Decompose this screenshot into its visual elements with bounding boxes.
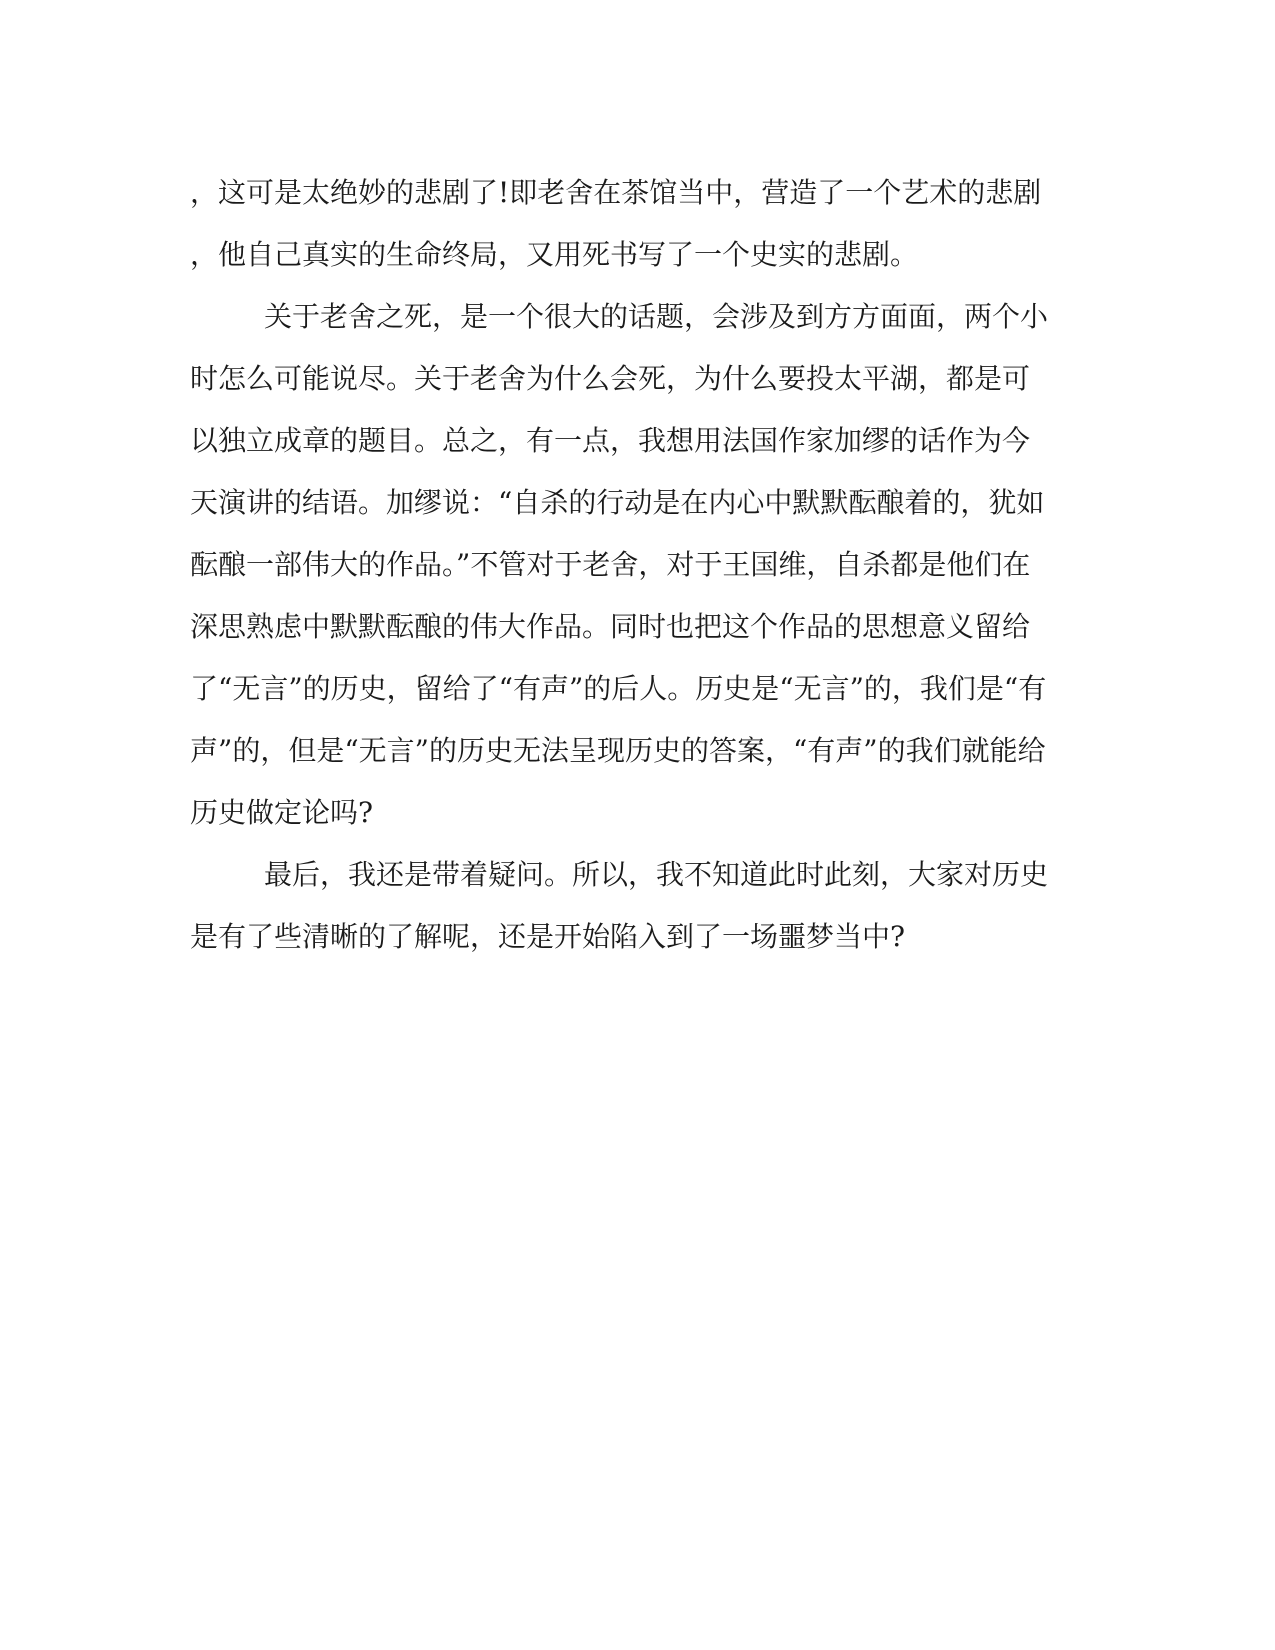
document-body bbox=[190, 162, 1090, 968]
text-line: 声”的，但是“无言”的历史无法呈现历史的答案，“有声”的我们就能给 bbox=[190, 734, 1046, 767]
text-line: 了“无言”的历史，留给了“有声”的后人。历史是“无言”的，我们是“有 bbox=[190, 672, 1047, 705]
paragraph-3 bbox=[190, 844, 1090, 968]
paragraph-1 bbox=[190, 162, 1090, 286]
text-line: 天演讲的结语。加缪说：“自杀的行动是在内心中默默酝酿着的，犹如 bbox=[190, 486, 1045, 519]
text-line: 深思熟虑中默默酝酿的伟大作品。同时也把这个作品的思想意义留给 bbox=[190, 610, 1031, 643]
text-line: 以独立成章的题目。总之，有一点，我想用法国作家加缪的话作为今 bbox=[190, 424, 1031, 457]
text-line: 时怎么可能说尽。关于老舍为什么会死，为什么要投太平湖，都是可 bbox=[190, 362, 1031, 395]
text-line: 最后，我还是带着疑问。所以，我不知道此时此刻，大家对历史 bbox=[264, 858, 1049, 891]
text-line: 关于老舍之死，是一个很大的话题，会涉及到方方面面，两个小 bbox=[264, 300, 1049, 333]
text-line: ，他自己真实的生命终局，又用死书写了一个史实的悲剧。 bbox=[190, 238, 919, 271]
text-line: 历史做定论吗? bbox=[190, 796, 374, 829]
text-line: 是有了些清晰的了解呢，还是开始陷入到了一场噩梦当中? bbox=[190, 920, 906, 953]
text-line: ，这可是太绝妙的悲剧了!即老舍在茶馆当中，营造了一个艺术的悲剧 bbox=[190, 176, 1042, 209]
paragraph-2 bbox=[190, 286, 1090, 844]
text-line: 酝酿一部伟大的作品。”不管对于老舍，对于王国维，自杀都是他们在 bbox=[190, 548, 1031, 581]
